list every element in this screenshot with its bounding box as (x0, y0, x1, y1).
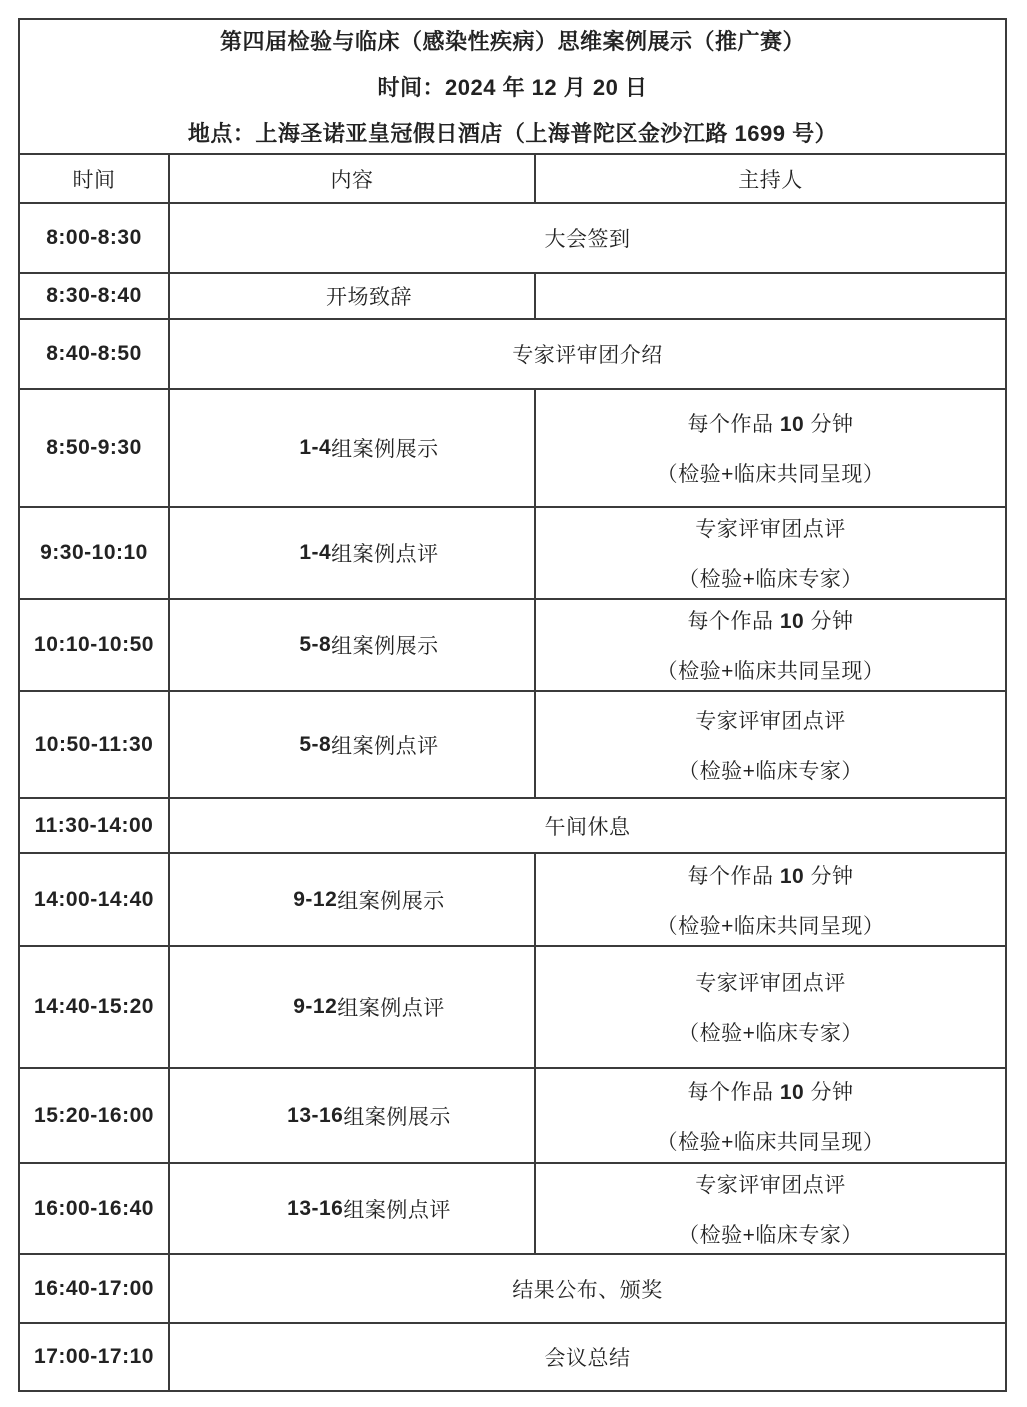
time-cell: 14:00-14:40 (34, 887, 154, 911)
content-cell: 开场致辞 (168, 274, 534, 318)
table-header-row (20, 153, 1005, 202)
host-cell (534, 1164, 1005, 1253)
time-cell: 8:30-8:40 (46, 284, 142, 307)
content-cell: 13-16 组案例展示 (168, 1069, 534, 1162)
content-cell: 5-8 组案例展示 (168, 600, 534, 690)
table-row (20, 797, 1005, 852)
title-block (20, 20, 1005, 153)
table-row (20, 945, 1005, 1067)
schedule-table (18, 18, 1007, 1392)
time-cell: 11:30-14:00 (34, 813, 154, 837)
host-cell (534, 390, 1005, 506)
host-line-2: （检验+临床专家） (678, 1223, 863, 1247)
time-cell: 8:50-9:30 (46, 436, 142, 459)
host-line-1: 每个作品 10 分钟 (687, 610, 854, 633)
time-cell: 17:00-17:10 (34, 1345, 154, 1368)
table-row (20, 388, 1005, 506)
event-title: 第四届检验与临床（感染性疾病）思维案例展示（推广赛） (219, 29, 805, 54)
merged-cell: 大会签到 (168, 204, 1005, 272)
header-content: 内容 (168, 155, 534, 202)
merged-cell: 会议总结 (168, 1324, 1005, 1390)
table-row (20, 1253, 1005, 1322)
content-cell: 5-8 组案例点评 (168, 692, 534, 797)
table-row (20, 318, 1005, 388)
host-cell (534, 1069, 1005, 1162)
host-line-2: （检验+临床专家） (678, 568, 863, 591)
table-row (20, 1322, 1005, 1390)
host-line-1: 每个作品 10 分钟 (687, 1080, 854, 1104)
host-line-1: 专家评审团点评 (695, 1173, 846, 1197)
time-cell: 9:30-10:10 (40, 541, 148, 564)
content-cell: 1-4 组案例展示 (168, 390, 534, 506)
content-cell: 13-16 组案例点评 (168, 1164, 534, 1253)
host-line-1: 专家评审团点评 (695, 972, 846, 995)
table-row (20, 1162, 1005, 1253)
host-line-2: （检验+临床共同呈现） (656, 463, 885, 486)
table-row (20, 202, 1005, 272)
host-line-2: （检验+临床共同呈现） (656, 1130, 885, 1154)
merged-cell: 结果公布、颁奖 (168, 1255, 1005, 1322)
content-cell: 1-4 组案例点评 (168, 508, 534, 598)
host-cell (534, 947, 1005, 1067)
event-date: 时间：2024 年 12 月 20 日 (377, 75, 648, 100)
host-line-2: （检验+临床专家） (678, 759, 863, 783)
host-line-1: 专家评审团点评 (695, 518, 846, 541)
event-venue: 地点：上海圣诺亚皇冠假日酒店（上海普陀区金沙江路 1699 号） (187, 121, 838, 146)
time-cell: 10:10-10:50 (34, 633, 154, 656)
host-line-2: （检验+临床共同呈现） (656, 914, 885, 938)
host-cell (534, 508, 1005, 598)
host-cell (534, 854, 1005, 945)
content-cell: 9-12 组案例点评 (168, 947, 534, 1067)
content-cell: 9-12 组案例展示 (168, 854, 534, 945)
time-cell: 8:40-8:50 (46, 342, 142, 365)
host-line-2: （检验+临床共同呈现） (656, 660, 885, 683)
merged-cell: 午间休息 (168, 799, 1005, 852)
header-time: 时间 (72, 168, 116, 192)
host-cell (534, 600, 1005, 690)
host-line-1: 每个作品 10 分钟 (687, 864, 854, 888)
host-line-1: 每个作品 10 分钟 (687, 413, 854, 436)
table-row (20, 1067, 1005, 1162)
time-cell: 16:40-17:00 (34, 1276, 154, 1300)
merged-cell: 专家评审团介绍 (168, 320, 1005, 388)
header-host: 主持人 (534, 155, 1005, 202)
time-cell: 8:00-8:30 (46, 226, 142, 249)
table-row (20, 598, 1005, 690)
time-cell: 15:20-16:00 (34, 1103, 154, 1127)
table-row (20, 272, 1005, 318)
host-line-1: 专家评审团点评 (695, 709, 846, 733)
table-row (20, 506, 1005, 598)
table-row (20, 852, 1005, 945)
time-cell: 16:00-16:40 (34, 1196, 154, 1220)
time-cell: 14:40-15:20 (34, 995, 154, 1018)
table-row (20, 690, 1005, 797)
host-line-2: （检验+临床专家） (678, 1022, 863, 1045)
time-cell: 10:50-11:30 (34, 732, 154, 756)
host-cell (534, 274, 1005, 318)
title-cell (20, 20, 1005, 153)
host-cell (534, 692, 1005, 797)
